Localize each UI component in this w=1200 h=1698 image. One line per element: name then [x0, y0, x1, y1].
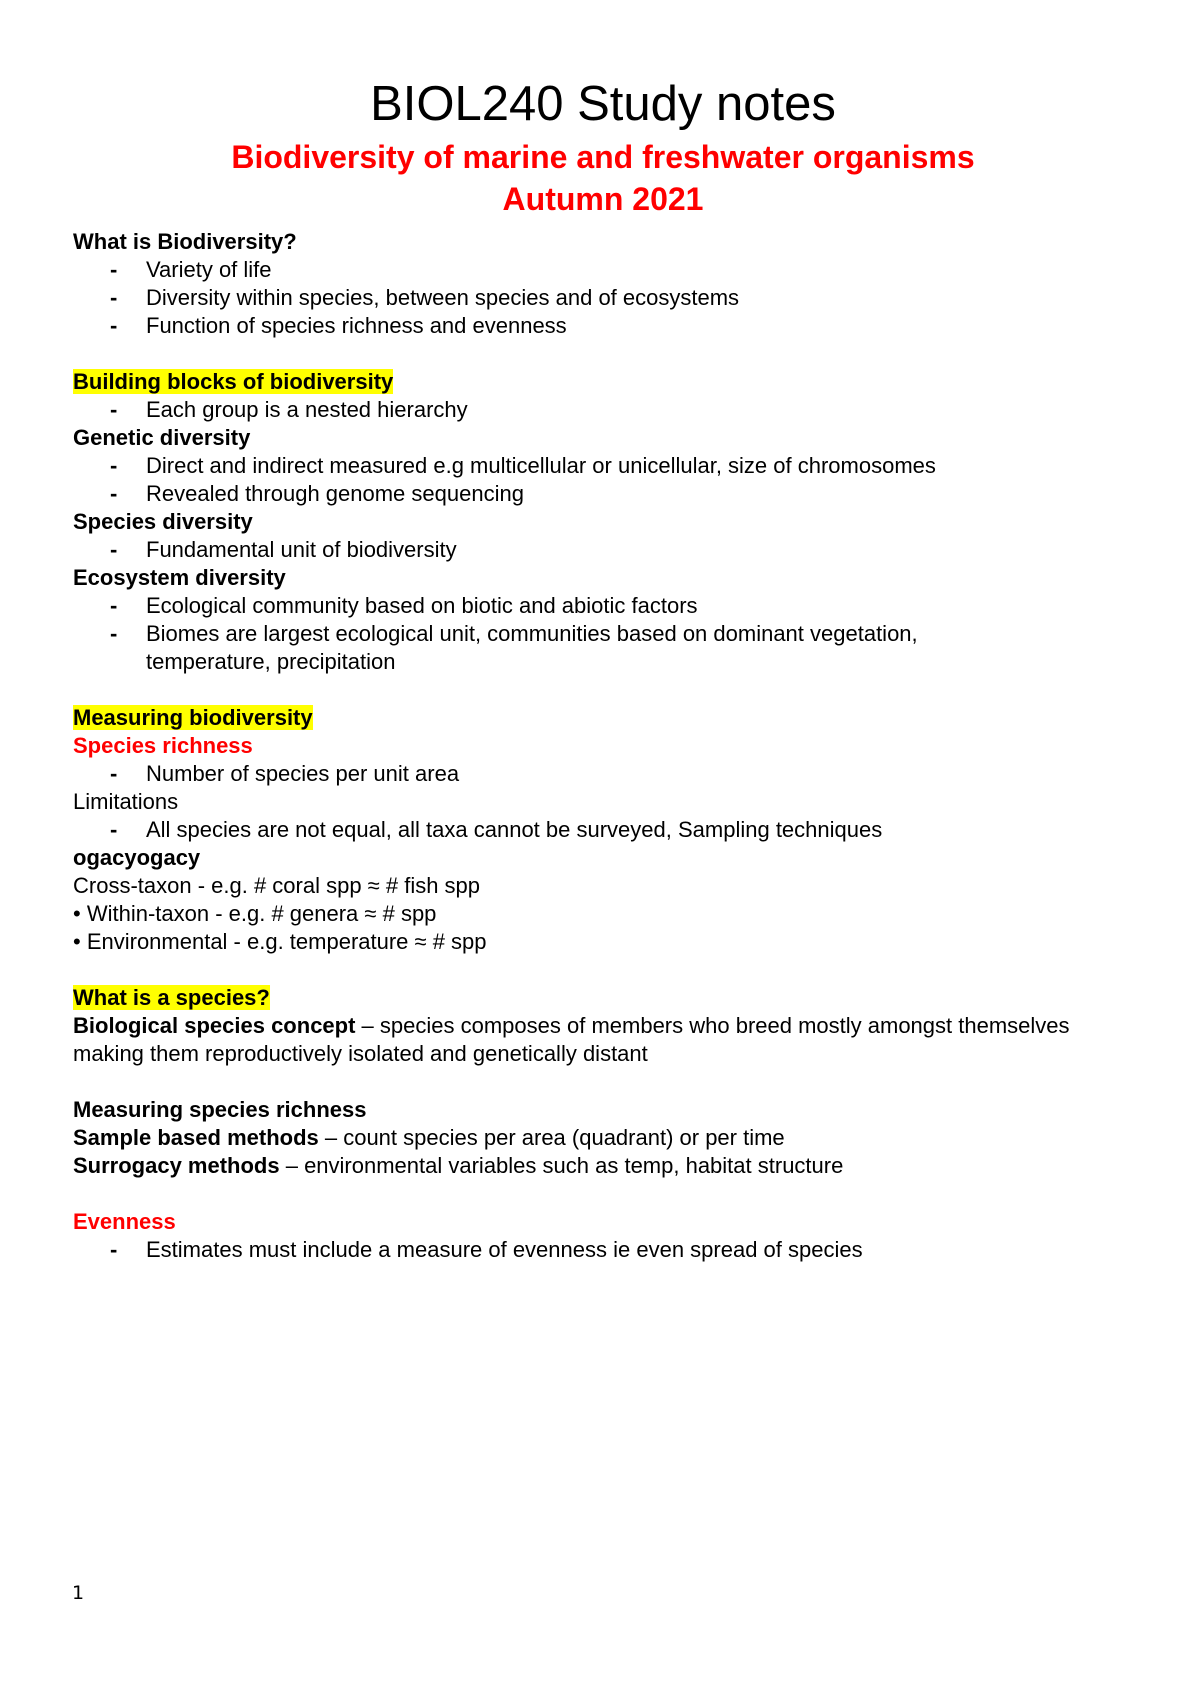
list-item: - Revealed through genome sequencing: [110, 481, 524, 506]
page-number: 1: [72, 1582, 85, 1604]
list-item: - Estimates must include a measure of evenness ie even spread of species: [110, 1237, 863, 1262]
list-item: - Direct and indirect measured e.g multicellular or unicellular, size of chromosomes: [110, 453, 936, 478]
document-subtitle: Biodiversity of marine and freshwater organisms: [231, 139, 975, 175]
bullet-dash: -: [110, 621, 118, 646]
document-page: [73, 72, 1133, 1264]
bullet-dash: -: [110, 481, 118, 506]
paragraph-surrogacy-methods: Surrogacy methods – environmental variables such as temp, habitat structure: [73, 1153, 844, 1178]
text-line: • Within-taxon - e.g. # genera ≈ # spp: [73, 901, 437, 926]
text-line: Cross-taxon - e.g. # coral spp ≈ # fish spp: [73, 873, 481, 898]
paragraph-biological-species-concept: Biological species concept – species composes of members who breed mostly amongst themselves making them reproductively isolated and genetically distant: [73, 1013, 1070, 1066]
bullet-dash: -: [110, 1237, 118, 1262]
bullet-dash: -: [110, 817, 118, 842]
list-item: - Each group is a nested hierarchy: [110, 397, 468, 422]
list-item: - Ecological community based on biotic and abiotic factors: [110, 593, 698, 618]
heading-measuring-biodiversity: Measuring biodiversity: [73, 705, 313, 730]
bullet-dash: -: [110, 285, 118, 310]
heading-genetic-diversity: Genetic diversity: [73, 425, 251, 450]
list-item: - Fundamental unit of biodiversity: [110, 537, 457, 562]
bullet-dash: -: [110, 397, 118, 422]
list-item: - Function of species richness and evenness: [110, 313, 567, 338]
heading-what-is-biodiversity: What is Biodiversity?: [73, 229, 297, 254]
heading-ecosystem-diversity: Ecosystem diversity: [73, 565, 286, 590]
bullet-dash: -: [110, 761, 118, 786]
notes-body: [73, 228, 1133, 1264]
limitations-label: Limitations: [73, 789, 179, 814]
bullet-dash: -: [110, 257, 118, 282]
text-line: • Environmental - e.g. temperature ≈ # spp: [73, 929, 487, 954]
paragraph-sample-methods: Sample based methods – count species per area (quadrant) or per time: [73, 1125, 785, 1150]
list-item: - Biomes are largest ecological unit, communities based on dominant vegetation, temperature, precipitation: [110, 621, 918, 674]
bullet-dash: -: [110, 453, 118, 478]
bullet-dash: -: [110, 593, 118, 618]
heading-species-diversity: Species diversity: [73, 509, 253, 534]
document-title: BIOL240 Study notes: [370, 77, 836, 131]
list-item: - Number of species per unit area: [110, 761, 460, 786]
heading-species-richness: Species richness: [73, 733, 253, 758]
bullet-dash: -: [110, 537, 118, 562]
list-item: - Diversity within species, between species and of ecosystems: [110, 285, 740, 310]
document-term: Autumn 2021: [502, 181, 704, 217]
heading-what-is-a-species: What is a species?: [73, 985, 270, 1010]
heading-measuring-species-richness: Measuring species richness: [73, 1097, 367, 1122]
list-item: - Variety of life: [110, 257, 272, 282]
list-item: - All species are not equal, all taxa cannot be surveyed, Sampling techniques: [110, 817, 883, 842]
heading-surrogacy: ogacyogacy: [73, 845, 201, 870]
bullet-dash: -: [110, 313, 118, 338]
heading-building-blocks: Building blocks of biodiversity: [73, 369, 394, 394]
heading-evenness: Evenness: [73, 1209, 176, 1234]
